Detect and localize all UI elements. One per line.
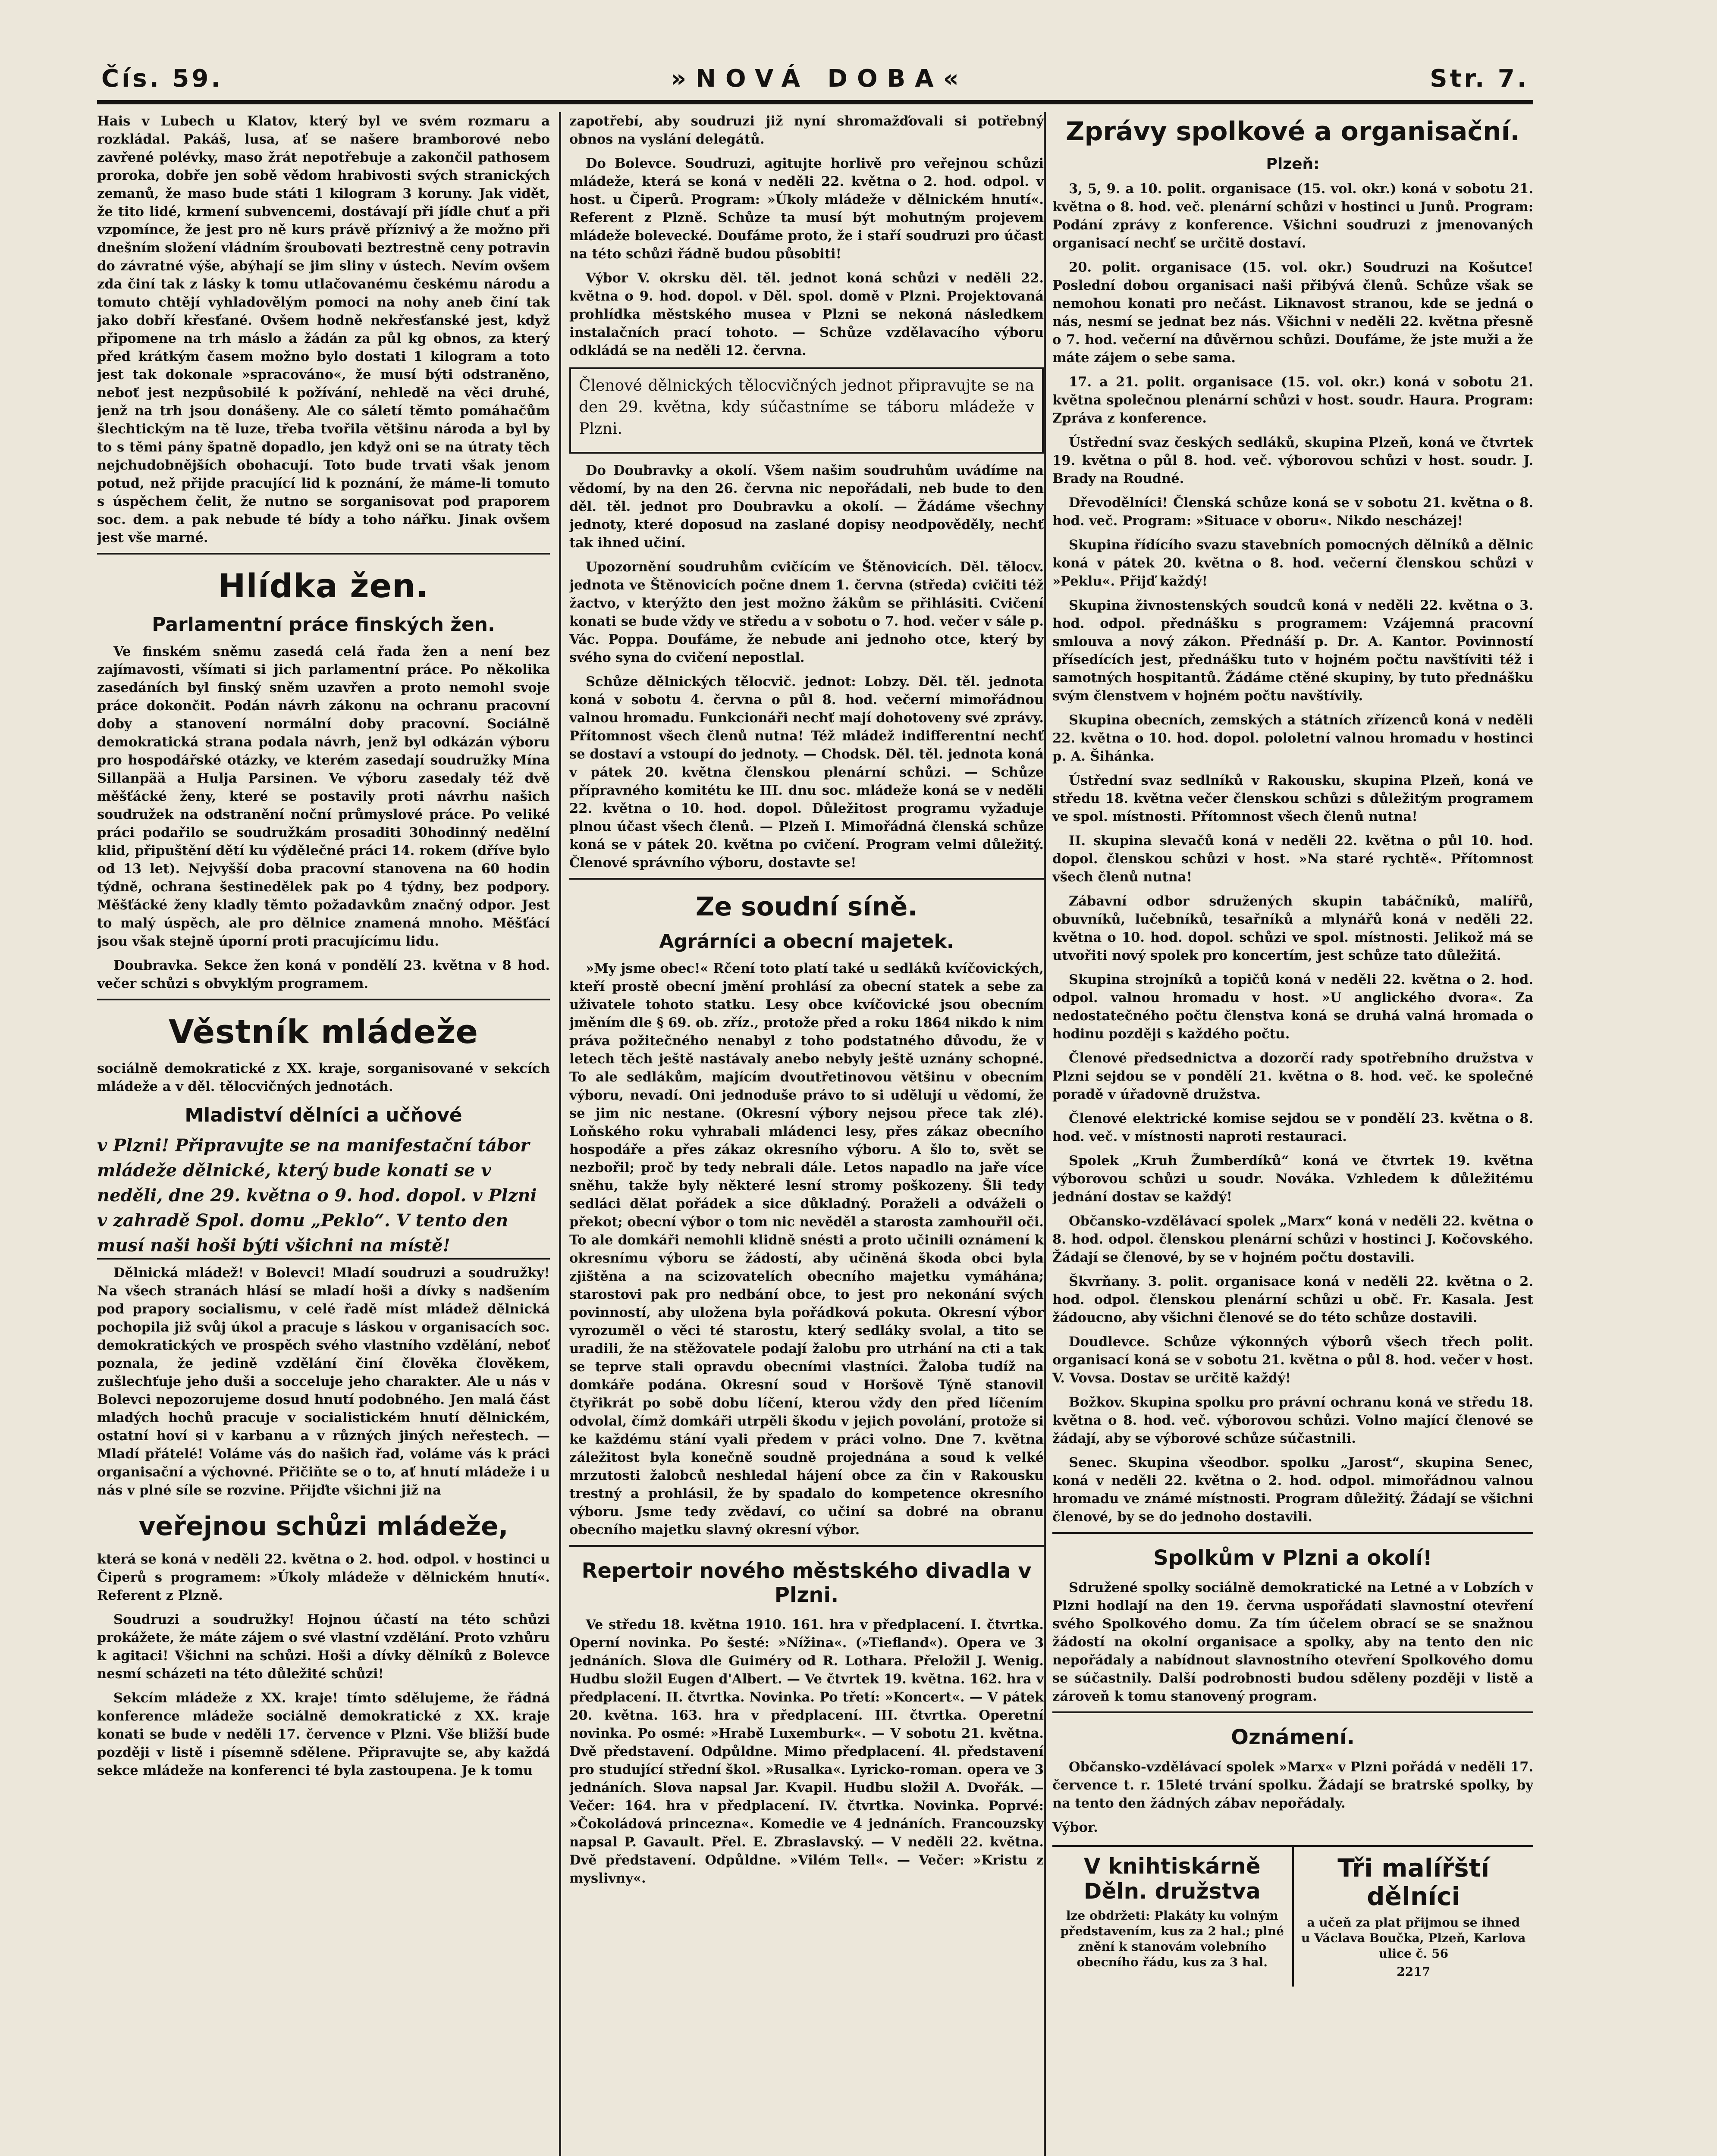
article-continuation: zapotřebí, aby soudruzi již nyní shromažďovali si potřebný obnos na vyslání delegátů.: [569, 113, 1044, 147]
advertisements: [1052, 1845, 1533, 1987]
section-subtitle: sociálně demokratické z XX. kraje, sorganisované v sekcích mládeže a v děl. tělocvičných jednotách.: [97, 1061, 550, 1094]
notice-item: Škvrňany. 3. polit. organisace koná v neděli 22. května o 2. hod. odpol. členskou plenární schůzi u obč. Fr. Kasala. Jest žádoucno, aby všichni členové se do této schůze dostavili.: [1052, 1274, 1533, 1326]
section-title-oznameni: Oznámení.: [1231, 1725, 1355, 1749]
masthead-title: »NOVÁ DOBA«: [671, 65, 968, 93]
ad-painters: [1294, 1847, 1534, 1987]
page-header: [97, 65, 1533, 106]
column-divider: [559, 112, 561, 2156]
issue-number: Čís. 59.: [101, 65, 223, 93]
article-subtitle: Parlamentní práce finských žen.: [152, 614, 495, 636]
city-label: Plzeň:: [1266, 155, 1320, 173]
notice-item: Zábavní odbor sdružených skupin tabáčníků, malířů, obuvníků, lučebníků, tesařníků a mlynářů koná v neděli 22. května o 10. hod. dopol. schůzi ve spol. místnosti. Jelikož má se utvořiti nový spolek pro koncertím, jest schůze tato důležitá.: [1052, 893, 1533, 963]
boxed-notice: [569, 367, 1044, 454]
notice-item: Ústřední svaz českých sedláků, skupina Plzeň, koná ve čtvrtek 19. května o půl 8. hod. več. výborovou schůzi v host. soudr. J. Brady na Roudné.: [1052, 435, 1533, 486]
notice-item: Skupina strojníků a topičů koná v neděli 22. května o 2. hod. odpol. valnou hromadu v host. »U anglického dvora«. Za nedostatečného počtu členstva koná se druhá valná hromada o hodinu později s každého počtu.: [1052, 972, 1533, 1042]
header-rule: [97, 100, 1533, 104]
divider: [569, 1545, 1044, 1547]
meeting-details: která se koná v neděli 22. května o 2. hod. odpol. v hostinci u Čiperů s programem: »Úkoly mládeže v dělnickém hnutí«. Referent z Plzně.: [97, 1551, 550, 1603]
article-body: »My jsme obec!« Rčení toto platí také u sedláků kvíčovických, kteří prostě obecní jmění prohlásí za obecní statek a sebe za uživatele tohoto statku. Lesy obce kvíčovické jsou obecním jměním dle § 69. ob. zříz., protože před a roku 1864 nikdo k nim práva požitečného nenabyl z toho podstatného důvodu, že v letech těch ještě nastávaly anebo nebyly ještě uznány schopné. To ale sedlákům, majícím dvoutřetinovou většinu v obecním výboru, nevadí. Oni jednoduše právo to si udělují u vědomí, že se jim nic nestane. (Okresní výbory nejsou přece tak zlé). Loňského roku vyhrabali mládenci lesy, přes zákaz obecního hospodáře a přes zákaz okresního výboru. A šlo to, svět se nezbořil; proč by tedy nebrali dále. Letos napadlo na jaře více sněhu, takže byly některé lesní stromy poškozeny. Šli tedy sedláci dělat pořádek a sice důkladný. Poraželi a odváželi o překot; obecní výbor o tom nic nevěděl a starosta zamhouřil oči. To ale domkáři nemohli klidně snésti a proto učinili oznámení k okresnímu výboru se žádostí, aby učiněná škoda obci byla zjištěna a na scizovatelích obecního majetku vymáhána; starostovi pak pro nedbání obce, to jest pro nekonání svých povinností, aby uložena byla pořádková pokuta. Okresní výbor vyrozuměl o věci té starostu, který sedláky svolal, a tito se uradili, že na stěžovatele podají žalobu pro utrhání na cti a tak se teprve stali opravdu obecními vlastníci. Žaloba tudíž na domkáře podána. Okresní soud v Horšově Týně stanovil čtyřikrát po sobě dobu líčení, kterou vždy den před líčením odvolal, čímž domkáři utrpěli škodu v jejich povolání, protože si ke každému stání vyali předem v práci volno. Dne 7. května záležitost byla konečně soudně projednána a soud k velké mrzutosti žalobců neshledal hájení obce za čin v Rakousku trestný a prohlásil, že by spadalo do kompetence okresního výboru. Jsme tedy zvědaví, co učiní sa dobré na obranu obecního majetku slavný okresní výbor.: [569, 961, 1044, 1538]
notice-upozorneni: Upozornění soudruhům cvičícím ve Štěnovicích. Děl. tělocv. jednota ve Štěnovicích počne dnem 1. června (středa) cvičiti též žactvo, v kterýžto den jest možno žákům se přihlásiti. Cvičení konati se bude vždy ve středu a v sobotu o 7. hod. večer v sále p. Vác. Poppa. Doufáme, že nebude ani jednoho otce, který by svého syna do cvičení nepostlal.: [569, 559, 1044, 665]
notice-item: Občansko-vzdělávací spolek „Marx“ koná v neděli 22. května o 8. hod. odpol. členskou plenární schůzi v hostinci J. Kočovského. Žádají se členové, by se v hojném počtu dostavili.: [1052, 1213, 1533, 1265]
notice-sekcim: Sekcím mládeže z XX. kraje! tímto sdělujeme, že řádná konference mládeže sociálně demokratické z XX. kraje konati se bude v neděli 17. července v Plzni. Vše bližší bude později v listě i písemně sdělene. Připravujte se, aby každá sekce mládeže na konferenci té byla zastoupena. Je k tomu: [97, 1690, 550, 1778]
manifest-notice: v Plzni! Připravujte se na manifestační tábor mládeže dělnické, který bude konati se v neděli, dne 29. května o 9. hod. dopol. v Plzni v zahradě Spol. domu „Peklo“. V tento den musí naši hoši býti všichni na místě!: [97, 1133, 550, 1260]
notice-schuze: Schůze dělnických tělocvič. jednot: Lobzy. Děl. těl. jednota koná v sobotu 4. června o půl 8. hod. večerní mimořádnou valnou hromadu. Funkcionáři nechť mají dohotoveny své zprávy. Přítomnost všech členů nutna! Též mládež indifferentní nechť se dostaví a vstoupí do jednoty. — Chodsk. Děl. těl. jednota koná v pátek 20. května členskou plenární schůzi. — Schůze přípravného komitétu ke III. dnu soc. mládeže koná se v neděli 22. května o 10. hod. dopol. Důležitost programu vyžaduje plnou účast všech členů. — Plzeň I. Mimořádná členská schůze koná se v pátek 20. května po cvičení. Program velmi důležitý. Členové správního výboru, dostavte se!: [569, 674, 1044, 871]
theatre-program: Ve středu 18. května 1910. 161. hra v předplacení. I. čtvrtka. Operní novinka. Po šesté: »Nížina«. (»Tiefland«). Opera ve 3 jednáních. Slova dle Guiméry od R. Lothara. Přeložil J. Wenig. Hudbu složil Eugen d'Albert. — Ve čtvrtek 19. května. 162. hra v předplacení. II. čtvrtka. Novinka. Po třetí: »Koncert«. — V pátek 20. května. 163. hra v předplacení. III. čtvrtka. Operetní novinka. Po osmé: »Hrabě Luxemburk«. — V sobotu 21. května. Dvě představení. Odpůldne. Mimo předplacení. 4l. představení pro studující střední škol. »Rusalka«. Lyricko-roman. opera ve 3 jednáních. Slova napsal Jar. Kvapil. Hudbu složil A. Dvořák. — Večer: 164. hra v předplacení. IV. čtvrtka. Novinka. Poprvé: »Čokoládová princezna«. Komedie ve 4 jednáních. Francouzsky napsal P. Gavault. Přel. E. Zbraslavský. — V neděli 22. května. Dvě představení. Odpůldne. »Vilém Tell«. — Večer: »Kristu z myslivny«.: [569, 1617, 1044, 1886]
meeting-appeal: Soudruzi a soudružky! Hojnou účastí na této schůzi prokážete, že máte zájem o své vlastní vzdělání. Proto vzhůru k agitaci! Všichni na schůzi. Hoši a dívky dělníků z Bolevce nesmí scházeti na této důležité schůzi!: [97, 1612, 550, 1682]
column-left: [97, 112, 550, 2156]
notice-item: Ústřední svaz sedlníků v Rakousku, skupina Plzeň, koná ve středu 18. května večer členskou schůzi s důležitým programem ve spol. místnosti. Přítomnost všech členů nutna!: [1052, 773, 1533, 824]
notice-doubravka: Doubravka. Sekce žen koná v pondělí 23. května v 8 hod. večer schůzi s obvyklým programem.: [97, 958, 550, 991]
column-middle: [569, 112, 1044, 2156]
ad-text: a učeň za plat přijmou se ihned u Václava Boučka, Plzeň, Karlova ulice č. 56: [1301, 1915, 1526, 1961]
divider: [97, 553, 550, 555]
notice-item: II. skupina slevačů koná v neděli 22. května o půl 10. hod. dopol. členskou schůzi v host. »Na staré rychtě«. Přítomnost všech členů nutna!: [1052, 833, 1533, 885]
ad-title: Tři malířští dělníci: [1337, 1853, 1490, 1911]
article-title-agrarnici: Agrárníci a obecní majetek.: [659, 931, 954, 953]
heading-mladistvi: Mladiství dělníci a učňové: [185, 1104, 462, 1126]
ad-title: V knihtiskárně Děln. družstva: [1083, 1854, 1261, 1904]
section-title-repertoir: Repertoir nového městského divadla v Plzni.: [581, 1559, 1032, 1607]
boxed-notice-text: Členové dělnických tělocvičných jednot připravujte se na den 29. května, kdy súčastníme se táboru mládeže v Plzni.: [579, 377, 1034, 438]
section-title-vestnik: Věstník mládeže: [168, 1012, 479, 1051]
notice-item: 3, 5, 9. a 10. polit. organisace (15. vol. okr.) koná v sobotu 21. května o 8. hod. več. plenární schůzi v hostinci u Junů. Program: Podání zprávy z konference. Všichni soudruzi z jmenovaných organisací nechť se určitě dostaví.: [1052, 181, 1533, 251]
ad-number: 2217: [1397, 1965, 1431, 1979]
notice-item: Členové elektrické komise sejdou se v pondělí 23. května o 8. hod. več. v místnosti naproti restauraci.: [1052, 1111, 1533, 1144]
ad-printing-house: [1052, 1847, 1294, 1987]
announcement-signature: Výbor.: [1052, 1820, 1098, 1835]
column-right: [1052, 112, 1533, 2156]
page-number: Str. 7.: [1430, 65, 1529, 93]
section-title-soudni: Ze soudní síně.: [695, 892, 918, 922]
ad-text: lze obdržeti: Plakáty ku volným představením, kus za 2 hal.; plné znění k stanovám volebního obecního řádu, kus za 3 hal.: [1060, 1908, 1284, 1969]
notice-item: Spolek „Kruh Žumberdíků“ koná ve čtvrtek 19. května výborovou schůzi u soudr. Nováka. Vzhledem k důležitému jednání dostav se každý!: [1052, 1153, 1533, 1205]
heading-verejna-schuze: veřejnou schůzi mládeže,: [138, 1511, 509, 1542]
column-divider: [1044, 112, 1046, 2156]
article-body: Ve finském sněmu zasedá celá řada žen a není bez zajímavosti, všímati si jich parlamentní práce. Po několika zasedáních byl finský sněm uzavřen a proto nemohl svoje práce dokončit. Podán návrh zákonu na ochranu pracovní doby a stanovení normální doby pracovní. Sociálně demokratická strana podala návrh, jenž byl odkázán výboru pro hospodářské otázky, ve kterém zasedají soudružky Mína Sillanpää a Hulja Parsinen. Ve výboru zasedaly též dvě měšťácké ženy, které se postavily proti návrhu našich soudružek na odstranění noční průmyslové práce. Po veliké práci podařilo se soudružkám prosaditi 30hodinný nedělní klid, připuštění dětí ku výdělečné práci 14. rokem (dříve bylo od 13 let). Nejvyšší doba pracovní stanovena na 60 hodin týdně, ochrana šestinedělek pak po 4 týdny, bez podpory. Měšťácké ženy kladly těmto požadavkům značný odpor. Jest to malý úspěch, ale pro dělnice znamená mnoho. Měšťácí jsou však stejně úporní proti pracujícímu lidu.: [97, 644, 550, 949]
notice-bolevec: Do Bolevce. Soudruzi, agitujte horlivě pro veřejnou schůzi mládeže, která se koná v neděli 22. května o 2. hod. odpol. v host. u Čiperů. Program: »Úkoly mládeže v dělnickém hnutí«. Referent z Plzně. Schůze ta musí být mohutným projevem mládeže bolevecké. Doufáme proto, že i staří soudruzi pro účast na této schůzi řádně budou působiti!: [569, 156, 1044, 262]
notice-item: Dřevodělníci! Členská schůze koná se v sobotu 21. května o 8. hod. več. Program: »Situace v oboru«. Nikdo nescházej!: [1052, 495, 1533, 529]
notice-item: Skupina živnostenských soudců koná v neděli 22. května o 3. hod. odpol. přednášku s programem: Vzájemná pracovní smlouva a nový zákon. Přednáší p. Dr. A. Kantor. Povinností přísedících jest, přednášku tuto v hojném počtu navštíviti též i samotných hospitantů. Žádáme ctěné skupiny, by tuto přednášku svým členstvem v hojném počtu navštívily.: [1052, 598, 1533, 704]
section-title-spolkum: Spolkům v Plzni a okolí!: [1153, 1546, 1432, 1570]
divider: [1052, 1532, 1533, 1534]
section-title-hlidka: Hlídka žen.: [218, 567, 429, 605]
section-title-zpravy: Zprávy spolkové a organisační.: [1065, 116, 1520, 147]
divider: [97, 999, 550, 1000]
article-bolevec: Dělnická mládež! v Bolevci! Mladí soudruzi a soudružky! Na všech stranách hlásí se mladí hoši a dívky s nadšením pod prapory socialismu, v celé řadě míst mládež dělnická pochopila již svůj úkol a pracuje s láskou v organisacích soc. demokratických ve prospěch svého vlastního vzdělání, neboť poznala, že jedině vzdělání činí člověka člověkem, zušlechťuje jeho duši a socceluje jeho charakter. Ale u nás v Bolevci nepozorujeme dosud hnutí podobného. Jen malá část mladých hochů pracuje v socialistickém hnutí dělnickém, ostatní hoví si v karbanu a v různých jiných neřestech. — Mladí přátelé! Voláme vás do našich řad, voláme vás k práci organisační a výchovné. Přičiňte se o to, ať hnutí mládeže i u nás v plné síle se rozvine. Přijďte všichni již na: [97, 1265, 550, 1498]
notice-item: Členové předsednictva a dozorčí rady spotřebního družstva v Plzni sejdou se v pondělí 21. května o 8. hod. več. ke společné poradě v úřadovně družstva.: [1052, 1050, 1533, 1102]
divider: [1052, 1711, 1533, 1713]
notice-item: Doudlevce. Schůze výkonných výborů všech třech polit. organisací koná se v sobotu 21. května o půl 8. hod. večer v host. V. Vovsa. Dostav se určitě každý!: [1052, 1334, 1533, 1386]
notice-item: Skupina obecních, zemských a státních zřízenců koná v neděli 22. května o 10. hod. dopol. pololetní valnou hromadu v hostinci p. A. Šihánka.: [1052, 712, 1533, 764]
article-continuation: Hais v Lubech u Klatov, který byl ve svém rozmaru a rozkládal. Pakáš, lusa, ať se našere bramborové nebo zavřené polévky, maso žrát nepotřebuje a zakončil pathosem proroka, dobře jen sobě vědom hrabivosti svých stranických zemanů, že maso bude státi 1 kilogram 3 koruny. Jak vidět, že tito lidé, krmení subvencemi, dostávají při jídle chuť a při vzpomínce, že jest pro ně kurs právě příznivý a že možno při dnešním složení vládním šroubovati beztrestně ceny potravin do závratné výše, abýhají se jim sliny v ústech. Nevím ovšem zda činí tak z lásky k tomu utlačovanému českému národu a tomuto chtějí vyhladovělým pomoci na nohy aneb činí tak jako dobří křesťané. Ovšem hodně nekřesťanské jest, když připomene na trh máslo a žádán za půl kg obnos, za který před krátkým časem možno bylo dostati 1 kilogram a toto jest tak dokonale »spracováno«, že musí býti odstraněno, neboť jest nezpůsobilé k požívání, nehledě na věci druhé, jenž na trh jsou donášeny. Ale co sáletí těmto pomáhačům šlechtickým na tě luze, třeba tvořila většinu národa a byl by to s těmi pány špatně dopadlo, jen když oni se na útraty těch nejchudobnějších obohacují. Toto bude trvati však jenom potud, než přijde pracující lid k poznání, že máme-li tomuto s úspěchem čelit, že nutno se sorganisovat pod praporem soc. dem. a pak nebude té bídy a toho nářku. Jinak ovšem jest vše marné.: [97, 113, 550, 545]
article-body: Sdružené spolky sociálně demokratické na Letné a v Lobzích v Plzni hodlají na den 19. června uspořádati slavnostní otevření svého Spolkového domu. Za tím účelem obrací se se snažnou žádostí na okolní organisace a spolky, aby na tento den nic nepořádaly a nabídnout slavnostního otevření Spolkového domu se súčastnily. Další podrobnosti budou sděleny později v listě a zároveň k tomu stanovený program.: [1052, 1580, 1533, 1704]
announcement-body: Občansko-vzdělávací spolek »Marx« v Plzni pořádá v neděli 17. července t. r. 15leté trvání spolku. Žádají se bratrské spolky, by na tento den žádných zábav nepořádaly.: [1052, 1759, 1533, 1811]
notice-item: 17. a 21. polit. organisace (15. vol. okr.) koná v sobotu 21. května společnou plenární schůzi v host. soudr. Haura. Program: Zpráva z konference.: [1052, 374, 1533, 426]
notice-item: Božkov. Skupina spolku pro právní ochranu koná ve středu 18. května o 8. hod. več. výborovou schůzi. Volno mající členové se žádají, aby se výborové schůze súčastnili.: [1052, 1395, 1533, 1446]
notice-vybor: Výbor V. okrsku děl. těl. jednot koná schůzi v neděli 22. května o 9. hod. dopol. v Děl. spol. domě v Plzni. Projektovaná prohlídka městského musea v Plzni se nekoná následkem instalačních prací tohoto. — Schůze vzdělavacího výboru odkládá se na neděli 12. června.: [569, 270, 1044, 358]
notice-item: 20. polit. organisace (15. vol. okr.) Soudruzi na Košutce! Poslední dobou organisaci naši přibývá členů. Schůze však se nemohou konati pro nečást. Liknavost stranou, kde se jedná o nás, nesmí se jednat bez nás. Všichni v neděli 22. května přesně o 7. hod. večerní na důvěrnou schůzi. Doufáme, že jste muži a že máte zájem o sebe sama.: [1052, 260, 1533, 366]
notice-item: Skupina řídícího svazu stavebních pomocných dělníků a dělnic koná v pátek 20. května o 8. hod. večerní členskou schůzi v »Peklu«. Přijď každý!: [1052, 537, 1533, 589]
notice-doubravky: Do Doubravky a okolí. Všem našim soudruhům uvádíme na vědomí, by na den 26. června nic nepořádali, neb bude to den děl. těl. jednot pro Doubravku a okolí. — Žádáme všechny jednoty, které doposud na zaslané dopisy neodpověděly, nechť tak ihned učiní.: [569, 463, 1044, 551]
notice-item: Senec. Skupina všeodbor. spolku „Jarost“, skupina Senec, koná v neděli 22. května o 2. hod. odpol. mimořádnou valnou hromadu ve známé místnosti. Program důležitý. Žádají se všichni členové, by se do jednoho dostavili.: [1052, 1455, 1533, 1525]
divider: [569, 878, 1044, 880]
